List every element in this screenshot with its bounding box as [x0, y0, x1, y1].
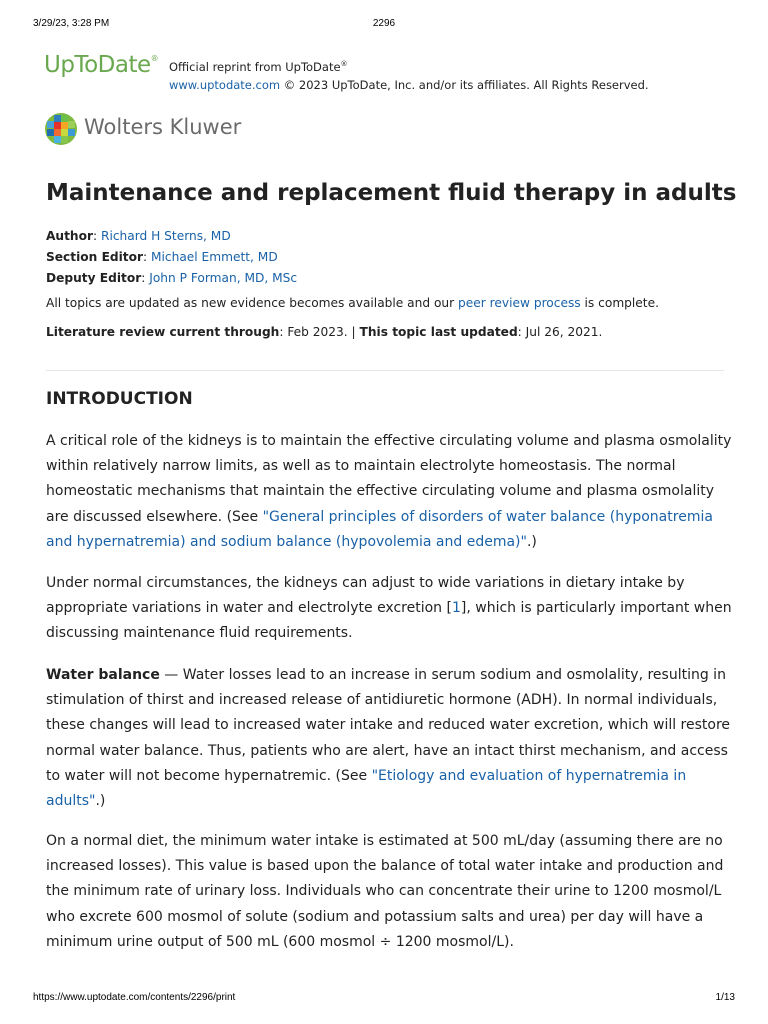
- paragraph-text: A critical role of the kidneys is to maintain the effective circulating volume and plasma osmolality within relatively narrow limits, as well as to maintain electrolyte homeostasis. The normal homeostatic mechanisms that maintain the effective circulating volume and plasma osmolality are discussed elsewhere. (See: [46, 433, 732, 525]
- print-url: https://www.uptodate.com/contents/2296/print: [33, 992, 236, 1003]
- copyright-text: © 2023 UpToDate, Inc. and/or its affiliates. All Rights Reserved.: [280, 77, 649, 92]
- page-number: 1/13: [715, 992, 735, 1003]
- credit-label: Deputy Editor: [46, 271, 142, 285]
- update-note-text: All topics are updated as new evidence becomes available and our: [46, 296, 459, 310]
- paragraph-tail: .): [95, 793, 106, 810]
- intro-paragraph-1: [46, 429, 736, 555]
- author-link[interactable]: Richard H Sterns, MD: [100, 229, 231, 243]
- review-dates: [46, 325, 602, 339]
- peer-review-link[interactable]: peer review process: [458, 296, 581, 310]
- paragraph-tail: .): [526, 533, 537, 550]
- reprint-registered-mark: ®: [340, 60, 348, 68]
- wolters-kluwer-mosaic-icon: [44, 112, 78, 146]
- credit-deputy-editor: Deputy Editor: John P Forman, MD, MSc: [46, 271, 298, 285]
- review-value: : Feb 2023. |: [279, 325, 360, 339]
- page-title: Maintenance and replacement fluid therapy in adults: [46, 180, 737, 206]
- paragraph-tail: ], which is particularly important when discussing maintenance fluid requirements.: [46, 600, 732, 642]
- credit-label: Section Editor: [46, 250, 144, 264]
- credits-list: [46, 226, 297, 289]
- review-label: Literature review current through: [46, 325, 280, 339]
- paragraph-text: — Water losses lead to an increase in serum sodium and osmolality, resulting in stimulation of thirst and increased release of antidiuretic hormone (ADH). In normal individuals, these changes will lead to increased water intake and reduced water excretion, which will restore normal water balance. Thus, patients who are alert, have an intact thirst mechanism, and access to water will not become hypernatremic. (See: [46, 667, 731, 784]
- hypernatremia-topic-link[interactable]: "Etiology and evaluation of hypernatremia in adults": [46, 767, 687, 810]
- wolters-kluwer-name: Wolters Kluwer: [84, 115, 242, 139]
- reprint-line: Official reprint from UpToDate: [169, 59, 341, 74]
- registered-mark: ®: [150, 54, 159, 63]
- paragraph-text: Under normal circumstances, the kidneys can adjust to wide variations in dietary intake by appropriate variations in water and electrolyte excretion [: [46, 575, 685, 617]
- reprint-notice: [169, 55, 649, 94]
- credit-author: Author: Richard H Sterns, MD: [46, 229, 231, 243]
- deputy-editor-link[interactable]: John P Forman, MD, MSc: [149, 271, 298, 285]
- water-balance-heading: Water balance: [46, 667, 160, 683]
- credit-label: Author: [46, 229, 93, 243]
- credit-section-editor: Section Editor: Michael Emmett, MD: [46, 250, 278, 264]
- reference-1-link[interactable]: 1: [451, 600, 461, 617]
- intro-paragraph-2: [46, 571, 736, 647]
- divider: [46, 370, 724, 371]
- updated-label: This topic last updated: [359, 325, 518, 339]
- water-balance-topic-link[interactable]: "General principles of disorders of water balance (hyponatremia and hypernatremia) and sodium balance (hypovolemia and edema)": [46, 508, 713, 550]
- uptodate-logo-text: UpToDate: [44, 52, 151, 78]
- print-doc-id: 2296: [372, 18, 396, 29]
- updated-value: : Jul 26, 2021.: [517, 325, 603, 339]
- uptodate-logo[interactable]: [44, 52, 158, 78]
- water-balance-paragraph: [46, 663, 736, 814]
- print-datetime: 3/29/23, 3:28 PM: [33, 18, 110, 29]
- update-note-tail: is complete.: [580, 296, 659, 310]
- section-editor-link[interactable]: Michael Emmett, MD: [151, 250, 278, 264]
- uptodate-url-link[interactable]: www.uptodate.com: [169, 77, 281, 92]
- section-heading-introduction: INTRODUCTION: [46, 389, 193, 409]
- update-note: [46, 296, 659, 310]
- minimum-water-intake-paragraph: On a normal diet, the minimum water intake is estimated at 500 mL/day (assuming there are no increased losses). This value is based upon the balance of total water intake and production and the minimum rate of urinary loss. Individuals who can concentrate their urine to 1200 mosmol/L who excrete 600 mosmol of solute (sodium and potassium salts and urea) per day will have a minimum urine output of 500 mL (600 mosmol ÷ 1200 mosmol/L).: [46, 833, 724, 950]
